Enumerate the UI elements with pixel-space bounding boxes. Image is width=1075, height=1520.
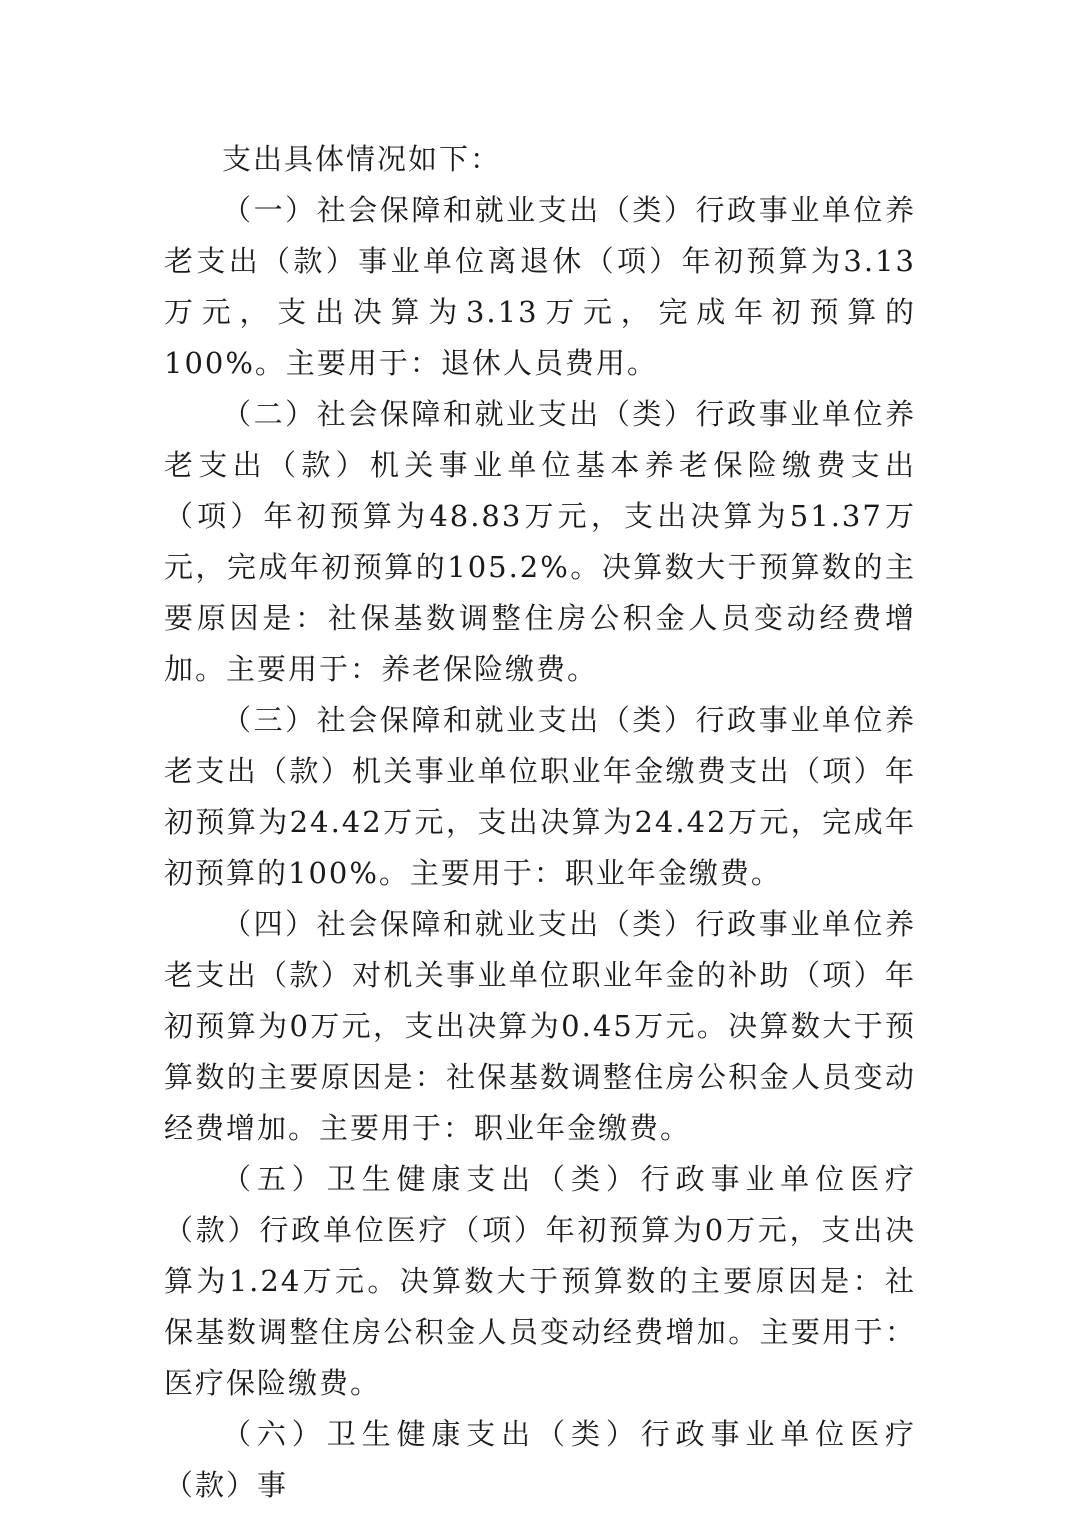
paragraph-3: （三）社会保障和就业支出（类）行政事业单位养老支出（款）机关事业单位职业年金缴费支出（项）年初预算为24.42万元，支出决算为24.42万元，完成年初预算的100%。主要用于：职业年金缴费。	[164, 703, 916, 890]
paragraph-5: （五）卫生健康支出（类）行政事业单位医疗（款）行政单位医疗（项）年初预算为0万元，支出决算为1.24万元。决算数大于预算数的主要原因是：社保基数调整住房公积金人员变动经费增加。主要用于：医疗保险缴费。	[164, 1162, 916, 1400]
intro-paragraph: 支出具体情况如下：	[222, 142, 502, 176]
paragraph-1: （一）社会保障和就业支出（类）行政事业单位养老支出（款）事业单位离退休（项）年初预算为3.13万元，支出决算为3.13万元，完成年初预算的100%。主要用于：退休人员费用。	[164, 193, 916, 380]
paragraph-6: （六）卫生健康支出（类）行政事业单位医疗（款）事	[164, 1417, 916, 1502]
paragraph-4: （四）社会保障和就业支出（类）行政事业单位养老支出（款）对机关事业单位职业年金的补助（项）年初预算为0万元，支出决算为0.45万元。决算数大于预算数的主要原因是：社保基数调整住房公积金人员变动经费增加。主要用于：职业年金缴费。	[164, 907, 916, 1145]
paragraph-2: （二）社会保障和就业支出（类）行政事业单位养老支出（款）机关事业单位基本养老保险缴费支出（项）年初预算为48.83万元，支出决算为51.37万元，完成年初预算的105.2%。决算数大于预算数的主要原因是：社保基数调整住房公积金人员变动经费增加。主要用于：养老保险缴费。	[164, 397, 916, 686]
document-body	[164, 134, 916, 1511]
